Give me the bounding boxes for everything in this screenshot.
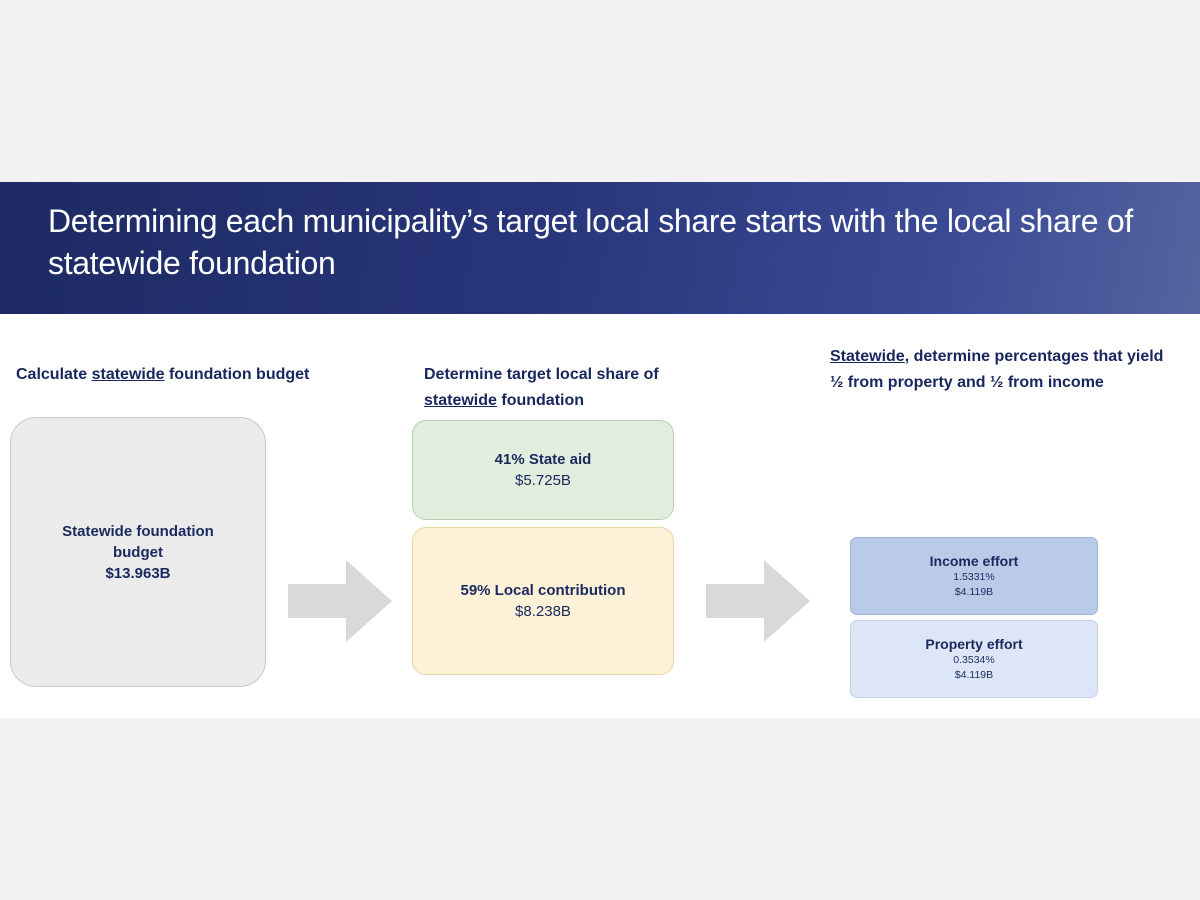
income-effort-amount: $4.119B bbox=[954, 586, 994, 598]
right-arrow-icon-1 bbox=[288, 560, 392, 642]
column2-heading-underline: statewide bbox=[424, 392, 497, 409]
slide-canvas bbox=[0, 182, 1200, 718]
title-band bbox=[0, 182, 1200, 314]
property-effort-label: Property effort bbox=[925, 636, 1023, 652]
page-title: Determining each municipality’s target local share starts with the local share of statewide foundation bbox=[48, 203, 1133, 281]
column2-heading-post: foundation bbox=[496, 392, 585, 409]
box-local-contribution bbox=[412, 527, 674, 675]
foundation-label-line2: budget bbox=[112, 543, 163, 561]
column3-heading-post: , determine percentages that yield ½ from property and ½ from income bbox=[830, 348, 1164, 391]
foundation-label-line1: Statewide foundation bbox=[62, 522, 214, 540]
column-heading-target-local-share bbox=[424, 362, 724, 414]
column2-heading-pre: Determine target local share of bbox=[424, 366, 659, 383]
foundation-amount: $13.963B bbox=[105, 564, 171, 582]
box-property-effort bbox=[850, 620, 1098, 698]
column-heading-calculate-statewide bbox=[16, 362, 346, 388]
column3-heading-underline: Statewide bbox=[830, 348, 905, 365]
state-aid-label: 41% State aid bbox=[494, 451, 592, 468]
right-arrow-icon-2 bbox=[706, 560, 810, 642]
column1-heading-pre: Calculate bbox=[16, 366, 92, 383]
column1-heading-post: foundation budget bbox=[164, 366, 310, 383]
property-effort-rate: 0.3534% bbox=[953, 654, 995, 666]
column-heading-statewide-percentages bbox=[830, 344, 1180, 396]
income-effort-rate: 1.5331% bbox=[953, 571, 995, 583]
box-income-effort bbox=[850, 537, 1098, 615]
property-effort-amount: $4.119B bbox=[954, 669, 994, 681]
box-statewide-foundation-budget bbox=[10, 417, 266, 687]
local-contribution-amount: $8.238B bbox=[515, 603, 571, 620]
column1-heading-underline: statewide bbox=[91, 366, 165, 383]
income-effort-label: Income effort bbox=[929, 553, 1019, 569]
state-aid-amount: $5.725B bbox=[515, 472, 571, 489]
local-contribution-label: 59% Local contribution bbox=[460, 582, 626, 599]
box-state-aid bbox=[412, 420, 674, 520]
